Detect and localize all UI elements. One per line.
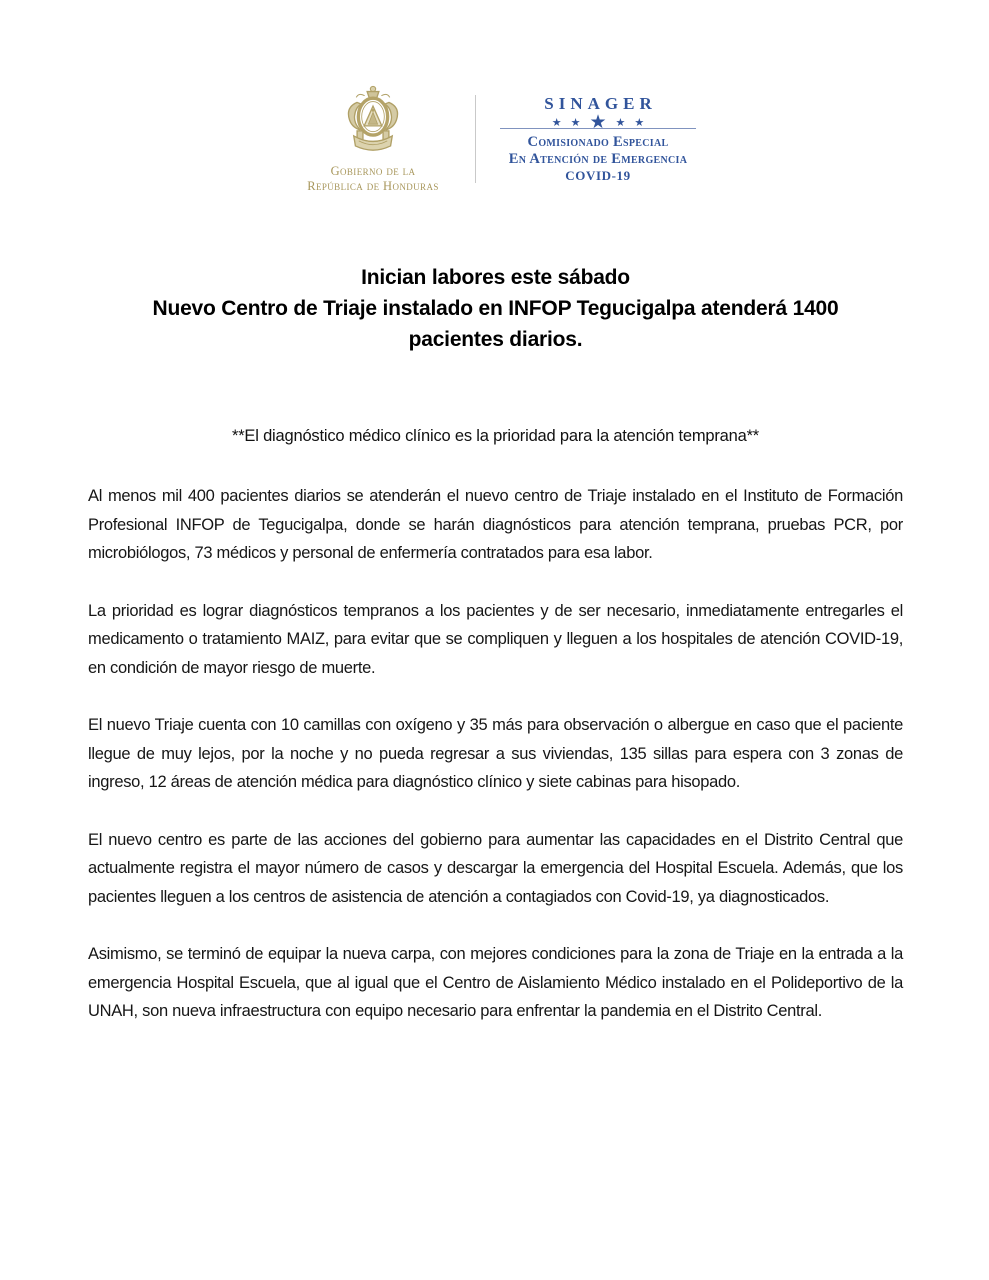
paragraph-5: Asimismo, se terminó de equipar la nueva carpa, con mejores condiciones para la zona de Triaje en la entrada a la emergencia Hospital Escuela, que al igual que el Centro de Aislamiento Médico instalado en el Polideportivo de la UNAH, son nueva infraestructura con equipo necesario para enfrentar la pandemia en el Distrito Central. bbox=[88, 945, 903, 1020]
paragraph-4: El nuevo centro es parte de las acciones del gobierno para aumentar las capacidades en el Distrito Central que actualmente registra el mayor número de casos y descargar la emergencia del Hospital Escuela. Además, que los pacientes lleguen a los centros de asistencia de atención a contagiados con Covid-19, ya diagnosticados. bbox=[88, 830, 903, 906]
sinager-stars bbox=[551, 112, 645, 133]
sinager-line1: Comisionado Especial bbox=[527, 134, 669, 150]
header-logos bbox=[88, 86, 903, 192]
star-icon: ★ bbox=[615, 117, 626, 129]
star-icon: ★ bbox=[551, 117, 562, 129]
honduras-coat-of-arms-icon bbox=[331, 84, 415, 161]
paragraph-2: La prioridad es lograr diagnósticos tempranos a los pacientes y de ser necesario, inmediatamente entregarles el medicamento o tratamiento MAIZ, para evitar que se compliquen y lleguen a los hospitales de atención COVID-19, en condición de mayor riesgo de muerte. bbox=[88, 601, 903, 677]
star-icon: ★ bbox=[634, 117, 645, 129]
star-icon: ★ bbox=[570, 117, 581, 129]
document-title bbox=[88, 262, 903, 355]
document-subtitle: **El diagnóstico médico clínico es la prioridad para la atención temprana** bbox=[231, 427, 760, 445]
paragraph-1: Al menos mil 400 pacientes diarios se atenderán el nuevo centro de Triaje instalado en el Instituto de Formación Profesional INFOP de Tegucigalpa, donde se harán diagnósticos para atención temprana, pruebas PCR, por microbiólogos, 73 médicos y personal de enfermería contratados para esa labor. bbox=[88, 487, 903, 562]
paragraph-3: El nuevo Triaje cuenta con 10 camillas con oxígeno y 35 más para observación o albergue en caso que el paciente llegue de muy lejos, por la noche y no pueda regresar a sus viviendas, 135 sillas para espera con 3 zonas de ingreso, 12 áreas de atención médica para diagnóstico clínico y siete cabinas para hisopado. bbox=[88, 716, 903, 791]
title-line-3: pacientes diarios. bbox=[408, 328, 583, 351]
government-logo bbox=[293, 84, 453, 194]
star-icon: ★ bbox=[589, 112, 607, 133]
government-caption-line1: Gobierno de la bbox=[330, 164, 416, 178]
title-line-2: Nuevo Centro de Triaje instalado en INFOP Tegucigalpa atenderá 1400 bbox=[152, 297, 839, 320]
sinager-logo bbox=[498, 94, 698, 184]
sinager-line2: En Atención de Emergencia bbox=[508, 150, 688, 167]
sinager-covid-label: COVID-19 bbox=[565, 168, 631, 183]
document-body bbox=[88, 482, 903, 1026]
government-caption-line2: República de Honduras bbox=[307, 179, 439, 193]
logo-divider bbox=[475, 95, 476, 183]
sinager-name: SINAGER bbox=[544, 94, 657, 113]
title-line-1: Inician labores este sábado bbox=[361, 266, 630, 289]
